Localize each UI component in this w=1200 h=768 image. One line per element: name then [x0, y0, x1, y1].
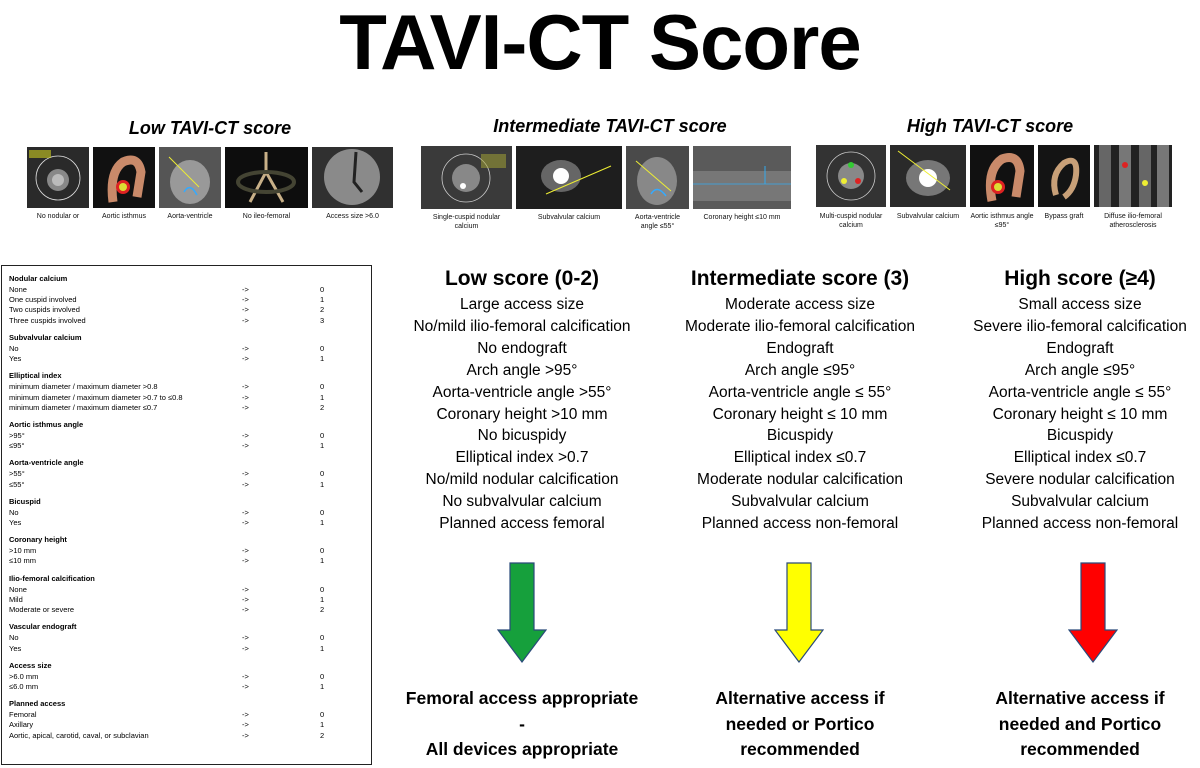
ct-image-aortic-isthmus-high	[970, 145, 1034, 207]
caption-high-3: Aortic isthmus angle ≤95°	[970, 213, 1034, 229]
ct-image-coronary-height	[693, 146, 791, 209]
ct-image-aorta-ventricle	[159, 147, 221, 208]
ct-image-aortic-isthmus	[93, 147, 155, 208]
criteria-item: Planned access non-femoral	[981, 515, 1179, 533]
table-row-label: Mild	[9, 594, 23, 604]
criteria-item: Coronary height ≤ 10 mm	[712, 405, 888, 423]
caption-int-1: Single-cuspid nodular calcium	[432, 214, 501, 230]
high-score-heading: High score (≥4)	[1004, 267, 1156, 290]
ct-image-single-cuspid	[421, 146, 512, 209]
table-row-label: No	[9, 507, 19, 517]
table-section-title: Aortic isthmus angle	[9, 419, 84, 429]
table-row-arrow: ->	[242, 710, 249, 720]
caption-low-3: Aorta-ventricle	[167, 213, 213, 220]
intermediate-group-title: Intermediate TAVI-CT score	[493, 116, 727, 136]
table-row-label: minimum diameter / maximum diameter >0.8	[9, 382, 158, 392]
high-score-criteria	[960, 294, 1200, 535]
table-row-score: 1	[320, 518, 325, 527]
table-row-score: 1	[320, 556, 325, 566]
criteria-item: Elliptical index ≤0.7	[1013, 449, 1147, 467]
table-row-label: >55°	[9, 469, 25, 479]
low-group-title: Low TAVI-CT score	[128, 118, 292, 138]
table-row-score: 2	[320, 402, 325, 412]
table-row-label: Yes	[9, 643, 22, 653]
low-conclusion: Femoral access appropriate - All devices appropriate	[405, 688, 639, 759]
table-row-arrow: ->	[242, 479, 249, 489]
table-row-score: 1	[320, 479, 325, 489]
criteria-item: Severe nodular calcification	[985, 471, 1175, 489]
caption-high-5: Diffuse ilio-femoral atherosclerosis	[1104, 213, 1162, 229]
table-row-score: 1	[320, 594, 325, 604]
caption-int-3: Aorta-ventricle angle ≤55°	[634, 214, 681, 230]
high-conclusion: Alternative access if needed and Portico recommended	[995, 688, 1165, 759]
table-row-score: 0	[320, 469, 325, 479]
table-row-arrow: ->	[242, 730, 249, 740]
table-row-score: 0	[320, 382, 325, 392]
table-row-score: 0	[320, 285, 325, 295]
table-row-label: ≤95°	[9, 441, 25, 451]
intermediate-score-criteria	[662, 294, 938, 535]
ct-image-aorta-ventricle-angle	[626, 146, 689, 209]
table-row-score: 1	[320, 354, 325, 364]
criteria-item: Aorta-ventricle angle ≤ 55°	[708, 383, 892, 401]
table-row-score: 0	[320, 710, 325, 720]
criteria-item: No endograft	[477, 339, 567, 357]
low-score-criteria	[392, 294, 652, 535]
table-row-score: 1	[320, 720, 325, 730]
table-row-label: >6.0 mm	[9, 671, 39, 681]
fluoro-image-access-size	[312, 147, 393, 208]
table-section-title: Subvalvular calcium	[9, 332, 82, 342]
caption-low-1: No nodular or	[36, 213, 80, 220]
low-down-arrow	[497, 562, 547, 664]
table-row-label: None	[9, 584, 27, 594]
table-row-arrow: ->	[242, 584, 249, 594]
table-row-label: Femoral	[9, 710, 37, 720]
table-row-score: 1	[320, 681, 325, 691]
table-section-title: Bicuspid	[9, 496, 41, 506]
table-row-arrow: ->	[242, 605, 249, 615]
criteria-item: Severe ilio-femoral calcification	[973, 317, 1187, 335]
table-row-score: 2	[320, 730, 325, 740]
caption-high-1: Multi-cuspid nodular calcium	[819, 213, 883, 229]
criteria-item: Large access size	[459, 296, 585, 313]
criteria-item: Bicuspidy	[766, 427, 834, 445]
criteria-item: Arch angle >95°	[466, 361, 578, 379]
low-score-heading: Low score (0-2)	[444, 267, 600, 290]
table-row-label: minimum diameter / maximum diameter >0.7 to ≤0.8	[9, 392, 183, 402]
table-row-score: 1	[320, 295, 325, 305]
criteria-item: Endograft	[1046, 339, 1114, 357]
intermediate-conclusion: Alternative access if needed or Portico recommended	[715, 688, 885, 759]
table-row-arrow: ->	[242, 594, 249, 604]
table-row-arrow: ->	[242, 507, 249, 517]
ct-image-subvalvular	[516, 146, 622, 209]
criteria-item: Elliptical index >0.7	[455, 449, 589, 467]
caption-low-4: No ileo-femoral	[242, 213, 291, 220]
scoring-table	[1, 265, 372, 765]
criteria-item: Small access size	[1018, 296, 1142, 313]
criteria-item: Bicuspidy	[1046, 427, 1114, 445]
table-row-label: Yes	[9, 518, 22, 527]
table-row-score: 0	[320, 546, 325, 556]
ct-image-ileo-femoral	[225, 147, 308, 208]
table-section-title: Access size	[9, 660, 52, 670]
table-row-arrow: ->	[242, 343, 249, 353]
table-row-label: minimum diameter / maximum diameter ≤0.7	[9, 402, 158, 412]
table-row-label: ≤55°	[9, 479, 25, 489]
page-title: TAVI-CT Score	[339, 0, 861, 86]
low-score-column	[392, 264, 652, 535]
table-row-arrow: ->	[242, 354, 249, 364]
table-row-arrow: ->	[242, 643, 249, 653]
table-row-arrow: ->	[242, 720, 249, 730]
table-row-label: ≤6.0 mm	[9, 681, 39, 691]
criteria-item: Arch angle ≤95°	[744, 361, 856, 379]
criteria-item: Subvalvular calcium	[731, 493, 869, 511]
table-row-arrow: ->	[242, 671, 249, 681]
caption-high-2: Subvalvular calcium	[896, 213, 960, 220]
criteria-item: No bicuspidy	[477, 427, 567, 445]
table-row-score: 0	[320, 584, 325, 594]
table-section-title: Coronary height	[9, 535, 67, 545]
criteria-item: Arch angle ≤95°	[1024, 361, 1136, 379]
table-row-label: Two cuspids involved	[9, 305, 80, 315]
ct-image-subvalvular-high	[890, 145, 966, 207]
table-row-arrow: ->	[242, 392, 249, 402]
table-row-arrow: ->	[242, 402, 249, 412]
table-row-label: Three cuspids involved	[9, 315, 86, 325]
intermediate-score-heading: Intermediate score (3)	[690, 267, 910, 290]
table-section-title: Ilio-femoral calcification	[9, 573, 95, 583]
caption-int-4: Coronary height ≤10 mm	[703, 214, 781, 221]
criteria-item: No/mild nodular calcification	[425, 471, 619, 489]
criteria-item: Planned access non-femoral	[701, 515, 899, 533]
criteria-item: No/mild ilio-femoral calcification	[413, 317, 631, 335]
criteria-item: Subvalvular calcium	[1011, 493, 1149, 511]
table-row-arrow: ->	[242, 518, 249, 527]
ct-image-ilio-femoral-atherosclerosis	[1094, 145, 1172, 207]
criteria-item: Aorta-ventricle angle ≤ 55°	[988, 383, 1172, 401]
table-row-label: Aortic, apical, carotid, caval, or subclavian	[9, 730, 149, 740]
table-section-title: Nodular calcium	[9, 274, 68, 283]
caption-high-4: Bypass graft	[1044, 213, 1084, 220]
table-row-score: 0	[320, 430, 325, 440]
criteria-item: Elliptical index ≤0.7	[733, 449, 867, 467]
table-section-title: Aorta-ventricle angle	[9, 458, 84, 468]
intermediate-down-arrow	[774, 562, 824, 664]
high-group-title: High TAVI-CT score	[906, 116, 1074, 136]
table-row-score: 2	[320, 305, 325, 315]
high-down-arrow	[1068, 562, 1118, 664]
table-row-score: 0	[320, 343, 325, 353]
table-row-label: No	[9, 633, 19, 643]
table-row-label: None	[9, 285, 27, 295]
table-row-label: ≤10 mm	[9, 556, 37, 566]
table-row-score: 1	[320, 643, 325, 653]
criteria-item: Moderate ilio-femoral calcification	[684, 317, 915, 335]
table-row-arrow: ->	[242, 441, 249, 451]
table-row-score: 0	[320, 633, 325, 643]
table-row-arrow: ->	[242, 295, 249, 305]
table-row-score: 0	[320, 671, 325, 681]
intermediate-score-column	[662, 264, 938, 535]
criteria-item: Moderate access size	[725, 296, 875, 313]
table-row-label: Moderate or severe	[9, 605, 75, 615]
table-row-arrow: ->	[242, 469, 249, 479]
table-row-score: 1	[320, 392, 325, 402]
table-row-arrow: ->	[242, 305, 249, 315]
table-row-score: 3	[320, 315, 325, 325]
caption-low-2: Aortic isthmus	[102, 213, 146, 220]
criteria-item: Coronary height >10 mm	[436, 405, 608, 423]
table-row-arrow: ->	[242, 382, 249, 392]
table-row-label: One cuspid involved	[9, 295, 77, 305]
table-row-label: >10 mm	[9, 546, 37, 556]
table-section-title: Vascular endograft	[9, 622, 77, 632]
table-section-title: Planned access	[9, 699, 66, 709]
table-row-score: 1	[320, 441, 325, 451]
table-row-label: Yes	[9, 354, 22, 364]
criteria-item: Aorta-ventricle angle >55°	[432, 383, 612, 401]
table-row-label: No	[9, 343, 19, 353]
criteria-item: Endograft	[766, 339, 834, 357]
table-row-score: 2	[320, 605, 325, 615]
ct-image-multi-cuspid	[816, 145, 886, 207]
caption-int-2: Subvalvular calcium	[537, 214, 601, 221]
table-row-arrow: ->	[242, 556, 249, 566]
criteria-item: Planned access femoral	[439, 515, 605, 533]
table-row-arrow: ->	[242, 633, 249, 643]
criteria-item: Moderate nodular calcification	[697, 471, 903, 489]
table-section-title: Elliptical index	[9, 371, 62, 381]
ct-image-bypass-graft	[1038, 145, 1090, 207]
table-row-label: Axillary	[9, 720, 34, 730]
table-row-score: 0	[320, 507, 325, 517]
table-row-arrow: ->	[242, 285, 249, 295]
table-row-label: >95°	[9, 430, 25, 440]
table-row-arrow: ->	[242, 315, 249, 325]
caption-low-5: Access size >6.0	[326, 213, 379, 220]
criteria-item: Coronary height ≤ 10 mm	[992, 405, 1168, 423]
table-row-arrow: ->	[242, 430, 249, 440]
high-score-column	[960, 264, 1200, 535]
ct-image-nodular	[27, 147, 89, 208]
table-row-arrow: ->	[242, 546, 249, 556]
table-row-arrow: ->	[242, 681, 249, 691]
criteria-item: No subvalvular calcium	[442, 493, 602, 511]
